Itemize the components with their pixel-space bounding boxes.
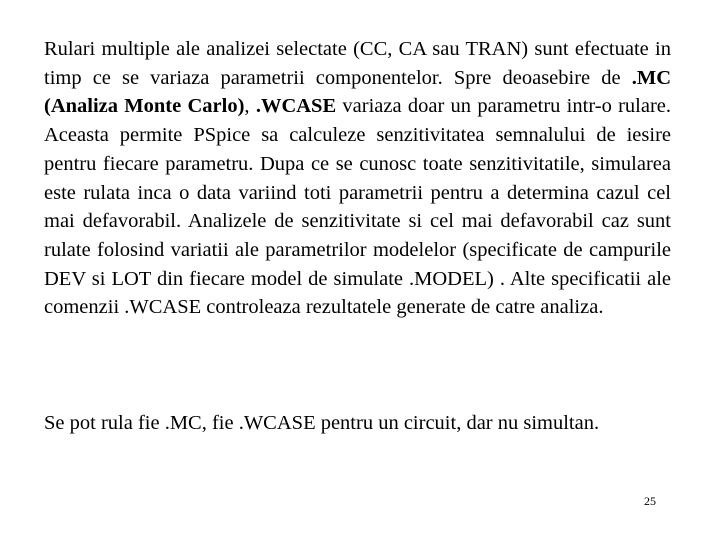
wcase-term: .WCASE (255, 95, 337, 118)
body-paragraph-1 (44, 35, 671, 322)
paragraph-1-text-b: , (244, 95, 256, 118)
page-number: 25 (644, 494, 656, 508)
paragraph-1-text-a: Rulari multiple ale analizei selectate (CC, CA sau TRAN) sunt efectuate in timp ce se variaza parametrii componentelor. Spre deoasebire de (44, 38, 671, 89)
body-paragraph-2: Se pot rula fie .MC, fie .WCASE pentru un circuit, dar nu simultan. (44, 412, 600, 434)
monte-carlo-term: .MC (Analiza Monte Carlo) (44, 66, 671, 118)
paragraph-1-text-c: variaza doar un parametru intr-o rulare. Aceasta permite PSpice sa calculeze senzitivitatea semnalului de iesire pentru fiecare parametru. Dupa ce se cunosc toate senzitivitatile, simularea este rulata inca o data variind toti parametrii pentru a determina cazul cel mai defavorabil. Analizele de senzitivitate si cel mai defavorabil caz sunt rulate folosind variatii ale parametrilor modelelor (specificate de campurile DEV si LOT din fiecare model de simulate .MODEL) . Alte specificatii ale comenzii .WCASE controleaza rezultatele generate de catre analiza. (44, 95, 672, 319)
